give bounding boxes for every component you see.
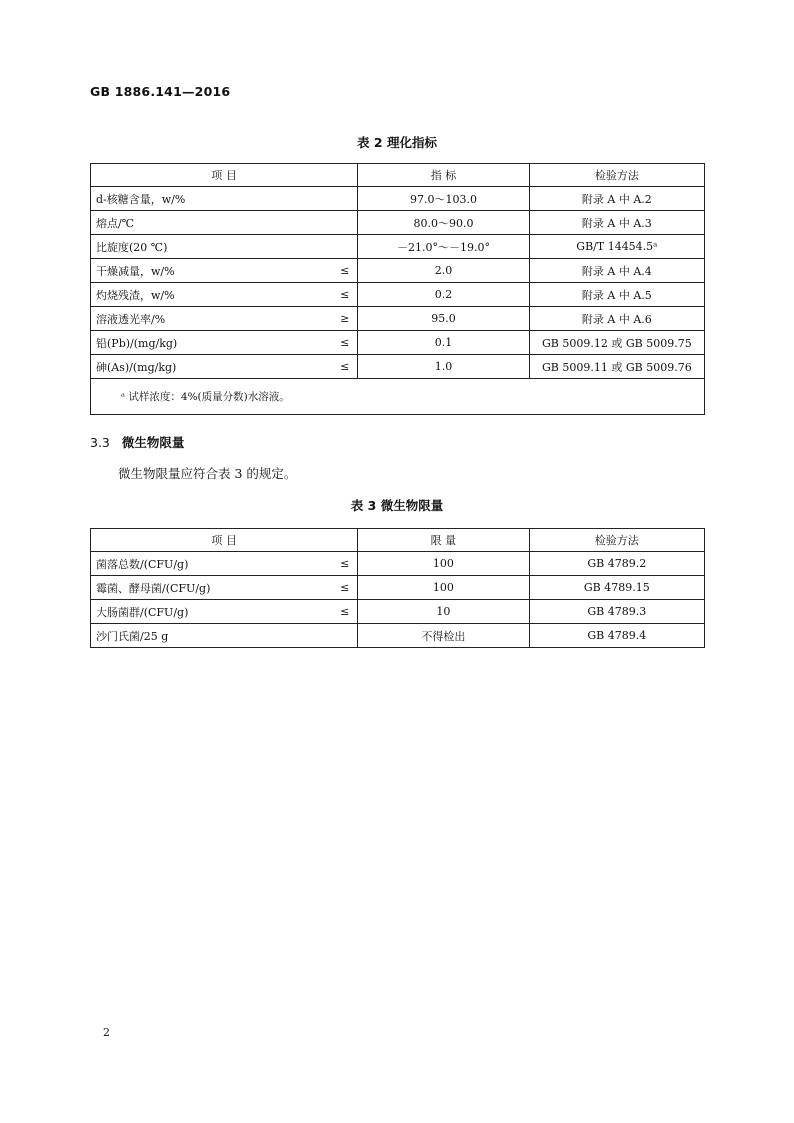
row-method: GB 4789.15 — [529, 576, 704, 600]
row-item: 熔点/℃ — [91, 211, 358, 235]
table3-header-value: 限 量 — [358, 529, 529, 552]
row-relation: ≤ — [334, 600, 357, 624]
table-row — [91, 552, 705, 576]
row-method: GB 4789.4 — [529, 624, 704, 648]
row-value: 1.0 — [358, 355, 529, 379]
row-item: 大肠菌群/(CFU/g) — [91, 600, 335, 624]
row-method: 附录 A 中 A.2 — [529, 187, 704, 211]
table-row — [91, 600, 705, 624]
row-item: 干燥减量，w/% — [91, 259, 335, 283]
row-method: 附录 A 中 A.4 — [529, 259, 704, 283]
row-item: 灼烧残渣，w/% — [91, 283, 335, 307]
page-number: 2 — [103, 1026, 110, 1039]
row-value: 10 — [358, 600, 529, 624]
table3-header-method: 检验方法 — [529, 529, 704, 552]
row-value: 2.0 — [358, 259, 529, 283]
table3-caption: 表 3 微生物限量 — [350, 498, 444, 513]
row-relation: ≤ — [334, 355, 357, 379]
row-value: 95.0 — [358, 307, 529, 331]
row-relation: ≤ — [334, 283, 357, 307]
row-item: 砷(As)/(mg/kg) — [91, 355, 335, 379]
table-row — [91, 187, 705, 211]
table-row — [91, 235, 705, 259]
row-value: 不得检出 — [358, 624, 529, 648]
table-row — [91, 259, 705, 283]
row-item: 比旋度(20 ℃) — [91, 235, 358, 259]
row-item: 溶液透光率/% — [91, 307, 335, 331]
table2-header-row — [91, 164, 705, 187]
table2-note-row — [91, 379, 705, 415]
row-relation: ≤ — [334, 259, 357, 283]
row-item: 铅(Pb)/(mg/kg) — [91, 331, 335, 355]
table2-header-method: 检验方法 — [529, 164, 704, 187]
table-row — [91, 307, 705, 331]
table2-header-value: 指 标 — [358, 164, 529, 187]
table3 — [90, 528, 705, 648]
table3-header-item: 项 目 — [91, 529, 358, 552]
row-value: －21.0°～－19.0° — [358, 235, 529, 259]
row-value: 97.0～103.0 — [358, 187, 529, 211]
row-method: GB 5009.12 或 GB 5009.75 — [529, 331, 704, 355]
row-item: d-核糖含量，w/% — [91, 187, 358, 211]
row-method: 附录 A 中 A.5 — [529, 283, 704, 307]
row-method: 附录 A 中 A.6 — [529, 307, 704, 331]
row-method: 附录 A 中 A.3 — [529, 211, 704, 235]
row-value: 80.0～90.0 — [358, 211, 529, 235]
table3-header-row — [91, 529, 705, 552]
row-relation: ≤ — [334, 331, 357, 355]
row-method: GB/T 14454.5ᵃ — [529, 235, 704, 259]
table2-header-item: 项 目 — [91, 164, 358, 187]
table-row — [91, 576, 705, 600]
section-number: 3.3 — [90, 435, 110, 450]
section-heading — [90, 433, 184, 451]
table2 — [90, 163, 705, 415]
row-item: 霉菌、酵母菌/(CFU/g) — [91, 576, 335, 600]
row-relation: ≤ — [334, 552, 357, 576]
row-relation: ≥ — [334, 307, 357, 331]
section-paragraph: 微生物限量应符合表 3 的规定。 — [118, 466, 297, 481]
row-value: 100 — [358, 576, 529, 600]
row-method: GB 5009.11 或 GB 5009.76 — [529, 355, 704, 379]
row-item: 沙门氏菌/25 g — [91, 624, 358, 648]
row-relation: ≤ — [334, 576, 357, 600]
table2-footnote: ᵃ 试样浓度：4%(质量分数)水溶液。 — [91, 379, 705, 415]
row-method: GB 4789.2 — [529, 552, 704, 576]
table-row — [91, 283, 705, 307]
row-value: 100 — [358, 552, 529, 576]
section-title: 微生物限量 — [121, 435, 185, 450]
table-row — [91, 624, 705, 648]
row-value: 0.1 — [358, 331, 529, 355]
row-method: GB 4789.3 — [529, 600, 704, 624]
table2-caption: 表 2 理化指标 — [357, 135, 437, 150]
row-item: 菌落总数/(CFU/g) — [91, 552, 335, 576]
table-row — [91, 211, 705, 235]
table-row — [91, 331, 705, 355]
table-row — [91, 355, 705, 379]
row-value: 0.2 — [358, 283, 529, 307]
standard-header: GB 1886.141—2016 — [90, 84, 231, 99]
